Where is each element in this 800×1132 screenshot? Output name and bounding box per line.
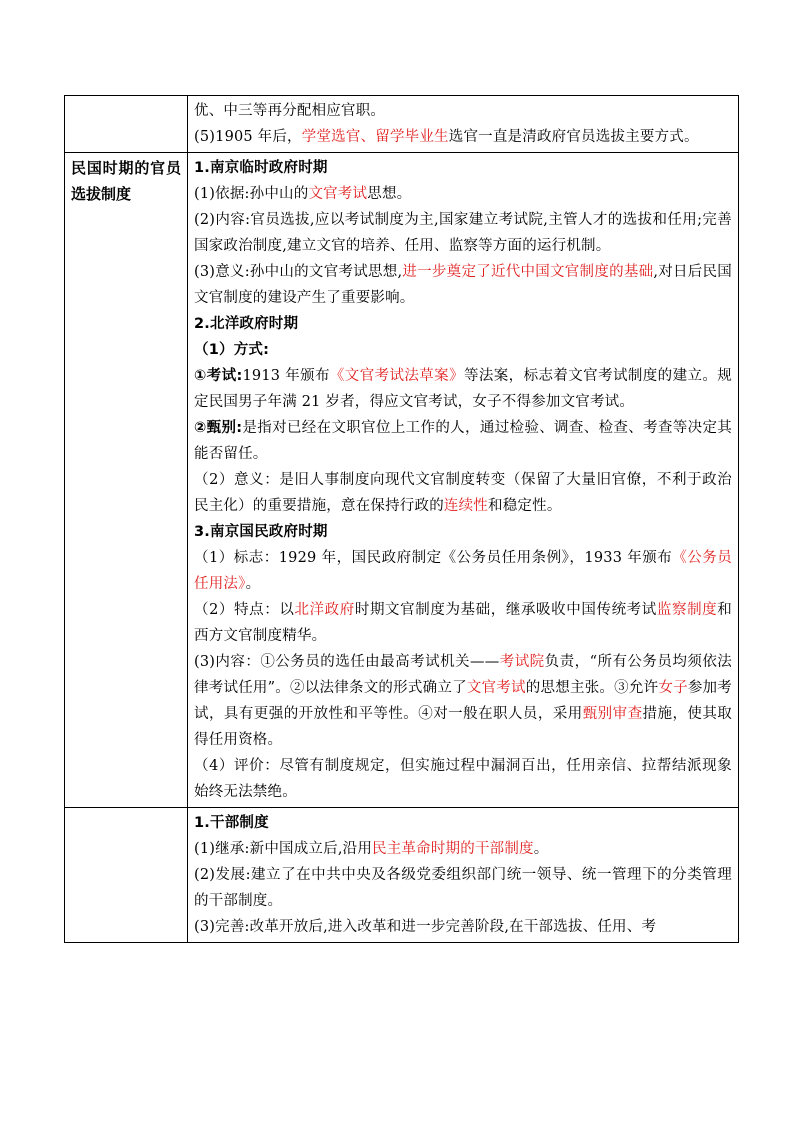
highlight-text: 进一步奠定了近代中国文官制度的基础 — [402, 264, 654, 280]
paragraph — [194, 862, 732, 914]
paragraph — [194, 181, 732, 207]
body-text: (1)继承:新中国成立后,沿用 — [194, 841, 373, 857]
paragraph — [194, 415, 732, 467]
highlight-text: 考试院 — [499, 654, 545, 670]
paragraph — [194, 98, 732, 124]
paragraph — [194, 545, 732, 597]
paragraph — [194, 311, 732, 337]
body-text: 等法案，标志着文官考试制度的建立。规定民国男子年满 21 岁者，得应文官考试，女子不得参加文官考试。 — [194, 368, 732, 410]
heading-text: ①考试: — [194, 368, 243, 384]
body-text: (3)内容：①公务员的选任由最高考试机关—— — [194, 654, 500, 670]
highlight-text: 文官考试 — [308, 186, 368, 202]
table-row — [65, 808, 739, 943]
body-text: （2）特点：以 — [194, 602, 295, 618]
body-text: 和稳定性。 — [488, 498, 562, 514]
body-text: (3)意义:孙中山的文官考试思想, — [194, 264, 403, 280]
body-text: 负责，“所有公务员均须依法律考试任用”。②以法律条文的形式确立了 — [194, 654, 732, 696]
heading-text: ②甄别: — [194, 420, 243, 436]
paragraph — [194, 753, 732, 805]
body-text: （2）意义：是旧人事制度向现代文官制度转变（保留了大量旧官僚，不利于政治民主化）的重要措施，意在保持行政的 — [194, 472, 732, 514]
table-row — [65, 96, 739, 153]
body-text: 措施，使其取得任用资格。 — [194, 706, 733, 748]
body-text: 时期文官制度为基础，继承吸收中国传统考试 — [354, 602, 657, 618]
row-content — [188, 153, 739, 808]
heading-text: 1.干部制度 — [194, 815, 269, 831]
paragraph — [194, 649, 732, 753]
body-text: 和西方文官制度精华。 — [194, 602, 732, 644]
paragraph — [194, 810, 732, 836]
paragraph — [194, 467, 732, 519]
highlight-text: 《公务员任用法》 — [194, 550, 732, 592]
body-text: 的思想主张。③允许 — [525, 680, 659, 696]
highlight-text: 连续性 — [443, 498, 489, 514]
body-text: 。 — [533, 841, 549, 857]
row-label — [65, 96, 188, 153]
paragraph — [194, 155, 732, 181]
body-text: (2)内容:官员选拔,应以考试制度为主,国家建立考试院,主管人才的选拔和任用;完善国家政治制度,建立文官的培养、任用、监察等方面的运行机制。 — [194, 212, 732, 254]
paragraph — [194, 836, 732, 862]
row-label: 民国时期的官员选拔制度 — [65, 153, 188, 808]
body-text: 。 — [245, 576, 261, 592]
paragraph — [194, 914, 732, 940]
body-text: (5)1905 年后， — [194, 129, 302, 145]
table-row — [65, 153, 739, 808]
highlight-text: 北洋政府 — [294, 602, 355, 618]
paragraph — [194, 259, 732, 311]
heading-text: 2.北洋政府时期 — [194, 316, 299, 332]
row-label — [65, 808, 188, 943]
body-text: 1913 年颁布 — [242, 368, 330, 384]
body-text: (2)发展:建立了在中共中央及各级党委组织部门统一领导、统一管理下的分类管理的干部制度。 — [194, 867, 732, 909]
row-content — [188, 808, 739, 943]
highlight-text: 民主革命时期的干部制度 — [372, 841, 534, 857]
row-content — [188, 96, 739, 153]
body-text: (3)完善:改革开放后,进入改革和进一步完善阶段,在干部选拔、任用、考 — [194, 919, 657, 935]
heading-text: 1.南京临时政府时期 — [194, 160, 328, 176]
highlight-text: 学堂选官、留学毕业生 — [301, 129, 449, 145]
highlight-text: 《文官考试法草案》 — [329, 368, 464, 384]
highlight-text: 女子 — [658, 680, 688, 696]
highlight-text: 文官考试 — [466, 680, 526, 696]
paragraph — [194, 597, 732, 649]
body-text: ,对日后民国文官制度的建设产生了重要影响。 — [194, 264, 733, 306]
heading-text: 3.南京国民政府时期 — [194, 524, 328, 540]
body-text: 参加考试，具有更强的开放性和平等性。④对一般在职人员，采用 — [194, 680, 732, 722]
body-text: （4）评价：尽管有制度规定，但实施过程中漏洞百出，任用亲信、拉帮结派现象始终无法禁绝。 — [194, 758, 732, 800]
body-text: 思想。 — [367, 186, 412, 202]
paragraph — [194, 363, 732, 415]
paragraph — [194, 519, 732, 545]
paragraph — [194, 337, 732, 363]
body-text: (1)依据:孙中山的 — [194, 186, 309, 202]
body-text: 选官一直是清政府官员选拔主要方式。 — [448, 129, 699, 145]
content-table — [64, 95, 739, 943]
body-text: 是指对已经在文职官位上工作的人，通过检验、调查、检查、考查等决定其能否留任。 — [194, 420, 732, 462]
heading-text: （1）方式: — [194, 342, 270, 358]
body-text: （1）标志：1929 年，国民政府制定《公务员任用条例》，1933 年颁布 — [194, 550, 673, 566]
body-text: 优、中三等再分配相应官职。 — [194, 103, 386, 119]
highlight-text: 甄别审查 — [582, 706, 643, 722]
highlight-text: 监察制度 — [656, 602, 718, 618]
paragraph — [194, 207, 732, 259]
paragraph — [194, 124, 732, 150]
